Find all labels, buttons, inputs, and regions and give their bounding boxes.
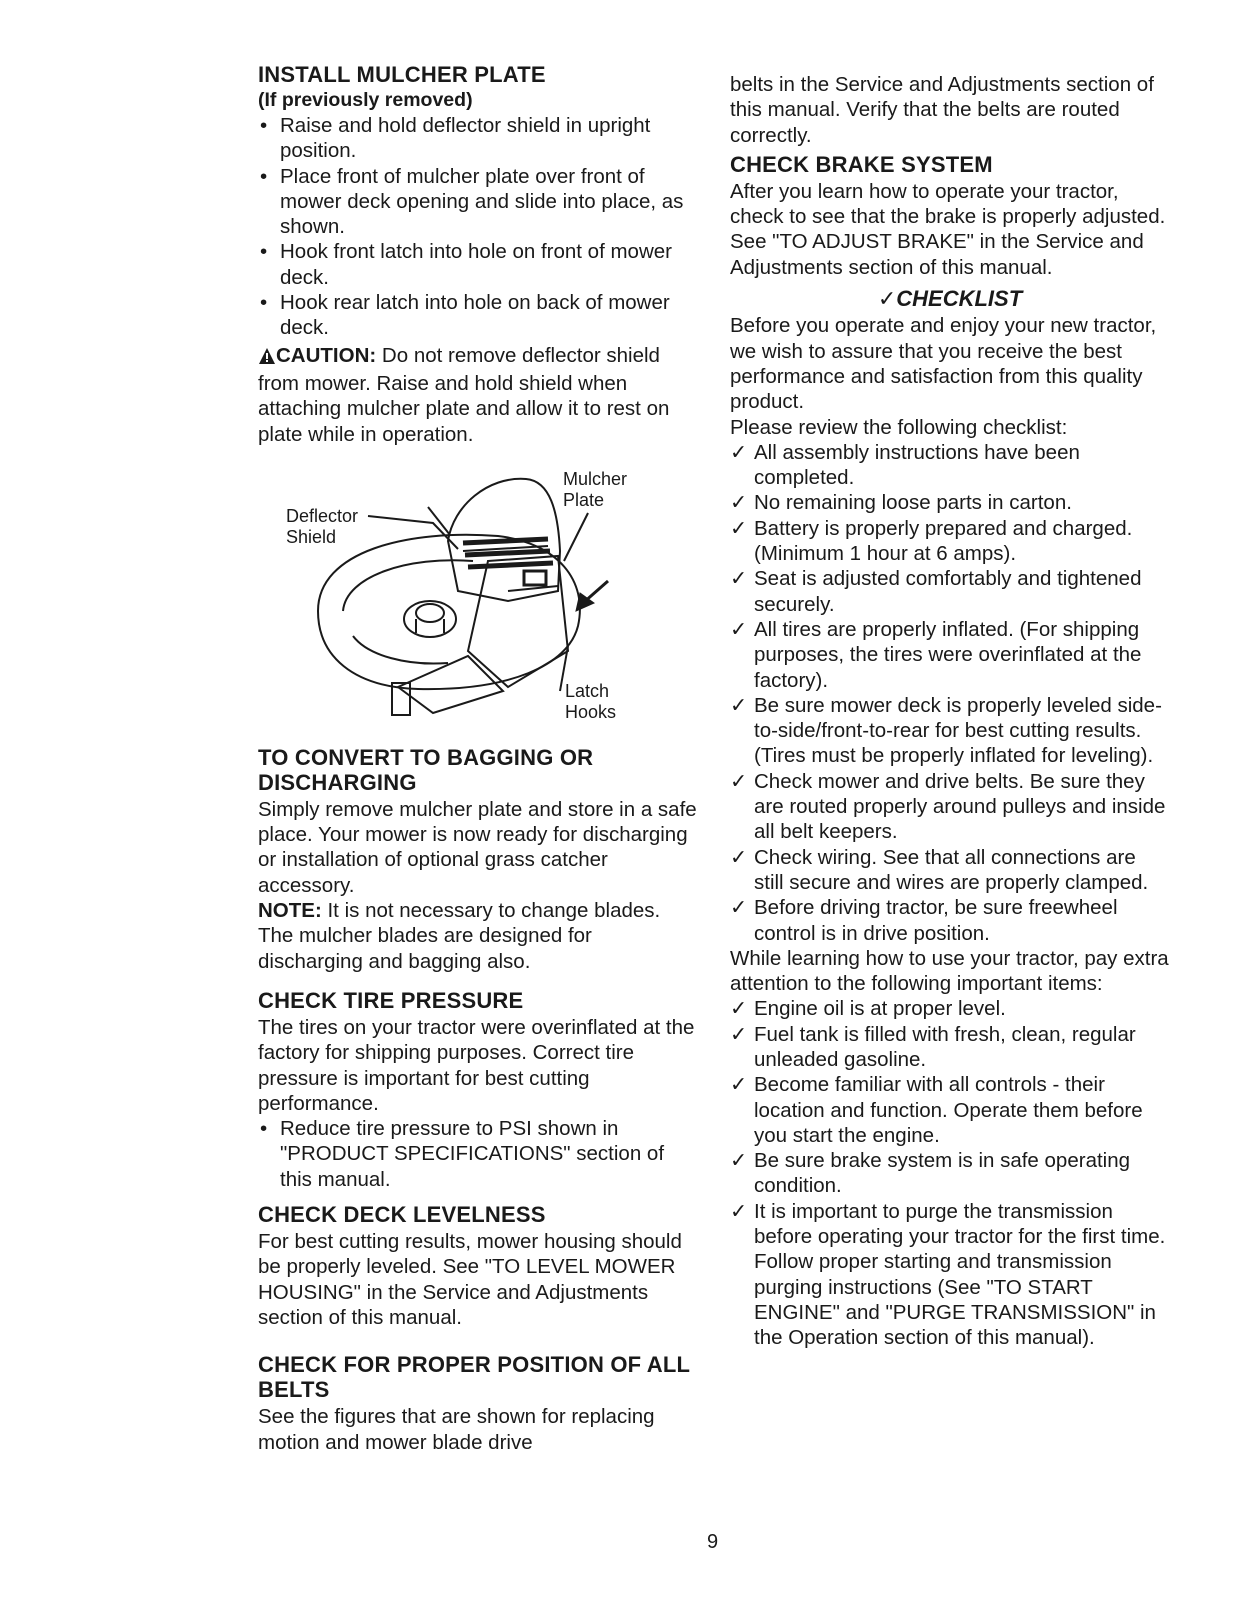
install-mulcher-steps: [258, 113, 698, 341]
tire-pressure-heading: CHECK TIRE PRESSURE: [258, 987, 524, 1013]
list-item: ✓ Battery is properly prepared and charged. (Minimum 1 hour at 6 amps).: [730, 516, 1133, 566]
note-paragraph: [258, 898, 698, 974]
belt-position-text: See the figures that are shown for replacing motion and mower blade drive: [258, 1405, 655, 1454]
checkmark-icon: ✓: [730, 617, 748, 641]
checkmark-icon: ✓: [730, 1073, 748, 1097]
checkmark-icon: ✓: [877, 286, 897, 312]
checkmark-icon: ✓: [730, 997, 748, 1021]
list-item: ✓ All tires are properly inflated. (For shipping purposes, the tires were overinflated at the factory).: [730, 617, 1142, 692]
install-mulcher-subheading: (If previously removed): [258, 89, 473, 111]
convert-bagging-heading: TO CONVERT TO BAGGING OR DISCHARGING: [258, 744, 594, 795]
label-mulcher-plate: Mulcher Plate: [563, 468, 628, 510]
left-column: [258, 62, 698, 1455]
tire-pressure-steps: [258, 1116, 698, 1192]
deck-levelness-heading: CHECK DECK LEVELNESS: [258, 1202, 546, 1228]
brake-system-text: After you learn how to operate your tractor, check to see that the brake is properly adjusted. See "TO ADJUST BRAKE" in the Service and Adjustments section of this manual.: [730, 179, 1166, 279]
warning-triangle-icon: [258, 346, 276, 371]
tire-pressure-text: The tires on your tractor were overinflated at the factory for shipping purposes. Correct tire pressure is important for best cutting performance.: [258, 1015, 695, 1115]
list-item: ✓ Seat is adjusted comfortably and tightened securely.: [730, 567, 1142, 616]
list-item: ✓ No remaining loose parts in carton.: [730, 491, 1072, 515]
mulcher-plate-illustration: [258, 451, 698, 727]
list-item: • Place front of mulcher plate over front of mower deck opening and slide into place, as shown.: [258, 164, 698, 240]
brake-system-heading: CHECK BRAKE SYSTEM: [730, 151, 993, 177]
checkmark-icon: ✓: [730, 769, 748, 793]
checkmark-icon: ✓: [730, 440, 748, 464]
list-item: ✓ Check mower and drive belts. Be sure they are routed properly around pulleys and inside all belt keepers.: [730, 769, 1166, 844]
page-number: 9: [707, 1531, 719, 1553]
list-item: ✓ All assembly instructions have been completed.: [730, 440, 1080, 490]
list-item: ✓ Be sure brake system is in safe operating condition.: [730, 1149, 1131, 1198]
checkmark-icon: ✓: [730, 896, 748, 920]
list-item: ✓ Check wiring. See that all connections are still secure and wires are properly clamped.: [730, 845, 1149, 894]
checkmark-icon: ✓: [730, 1022, 748, 1046]
list-item: • Reduce tire pressure to PSI shown in "PRODUCT SPECIFICATIONS" section of this manual.: [258, 1116, 698, 1192]
mower-deck-drawing: [258, 451, 698, 727]
list-item: ✓ Fuel tank is filled with fresh, clean, regular unleaded gasoline.: [730, 1022, 1136, 1071]
list-item: • Raise and hold deflector shield in upright position.: [258, 113, 698, 164]
checklist-review: Please review the following checklist:: [730, 415, 1068, 439]
checkmark-icon: ✓: [730, 567, 748, 591]
caution-label: CAUTION:: [276, 343, 377, 367]
belt-position-heading: CHECK FOR PROPER POSITION OF ALL BELTS: [258, 1352, 690, 1403]
convert-bagging-text: Simply remove mulcher plate and store in a safe place. Your mower is now ready for discharging or installation of optional grass catcher accessory.: [258, 797, 697, 897]
checkmark-icon: ✓: [730, 693, 748, 717]
right-column: [730, 72, 1170, 1351]
list-item: • Hook rear latch into hole on back of mower deck.: [258, 290, 698, 341]
checkmark-icon: ✓: [730, 516, 748, 540]
list-item: • Hook front latch into hole on front of mower deck.: [258, 239, 698, 290]
note-text: It is not necessary to change blades. The mulcher blades are designed for discharging and bagging also.: [258, 899, 661, 973]
caution-paragraph: [258, 343, 698, 447]
list-item: ✓ Be sure mower deck is properly leveled side-to-side/front-to-rear for best cutting results. (Tires must be properly inflated for leveling).: [730, 693, 1162, 768]
checklist-items: [730, 440, 1170, 946]
list-item: ✓ Engine oil is at proper level.: [730, 997, 1006, 1021]
label-latch-hooks: Latch Hooks: [565, 680, 617, 722]
checkmark-icon: ✓: [730, 845, 748, 869]
checklist-title: ✓CHECKLIST: [877, 286, 1023, 312]
list-item: ✓ Before driving tractor, be sure freewheel control is in drive position.: [730, 896, 1118, 945]
checkmark-icon: ✓: [730, 1149, 748, 1173]
checklist-intro: Before you operate and enjoy your new tractor, we wish to assure that you receive the best performance and satisfaction from this quality product.: [730, 314, 1157, 414]
checkmark-icon: ✓: [730, 1199, 748, 1223]
label-deflector-shield: Deflector Shield: [286, 505, 359, 547]
note-label: NOTE:: [258, 899, 322, 923]
install-mulcher-heading: INSTALL MULCHER PLATE: [258, 62, 546, 87]
checkmark-icon: ✓: [730, 491, 748, 515]
learning-items: [730, 996, 1170, 1350]
list-item: ✓ It is important to purge the transmission before operating your tractor for the first time. Follow proper starting and transmission purging instructions (See "TO START ENGINE" and "PURGE TRANSMISSION" in the Operation section of this manual).: [730, 1199, 1166, 1350]
deck-levelness-text: For best cutting results, mower housing should be properly leveled. See "TO LEVEL MOWER HOUSING" in the Service and Adjustments section of this manual.: [258, 1230, 682, 1329]
caution-text: Do not remove deflector shield from mower. Raise and hold shield when attaching mulcher plate and allow it to rest on plate while in operation.: [258, 343, 670, 446]
belt-position-continued: belts in the Service and Adjustments section of this manual. Verify that the belts are routed correctly.: [730, 73, 1154, 147]
learning-intro: While learning how to use your tractor, pay extra attention to the following important items:: [730, 946, 1169, 996]
list-item: ✓ Become familiar with all controls - their location and function. Operate them before you start the engine.: [730, 1073, 1143, 1147]
